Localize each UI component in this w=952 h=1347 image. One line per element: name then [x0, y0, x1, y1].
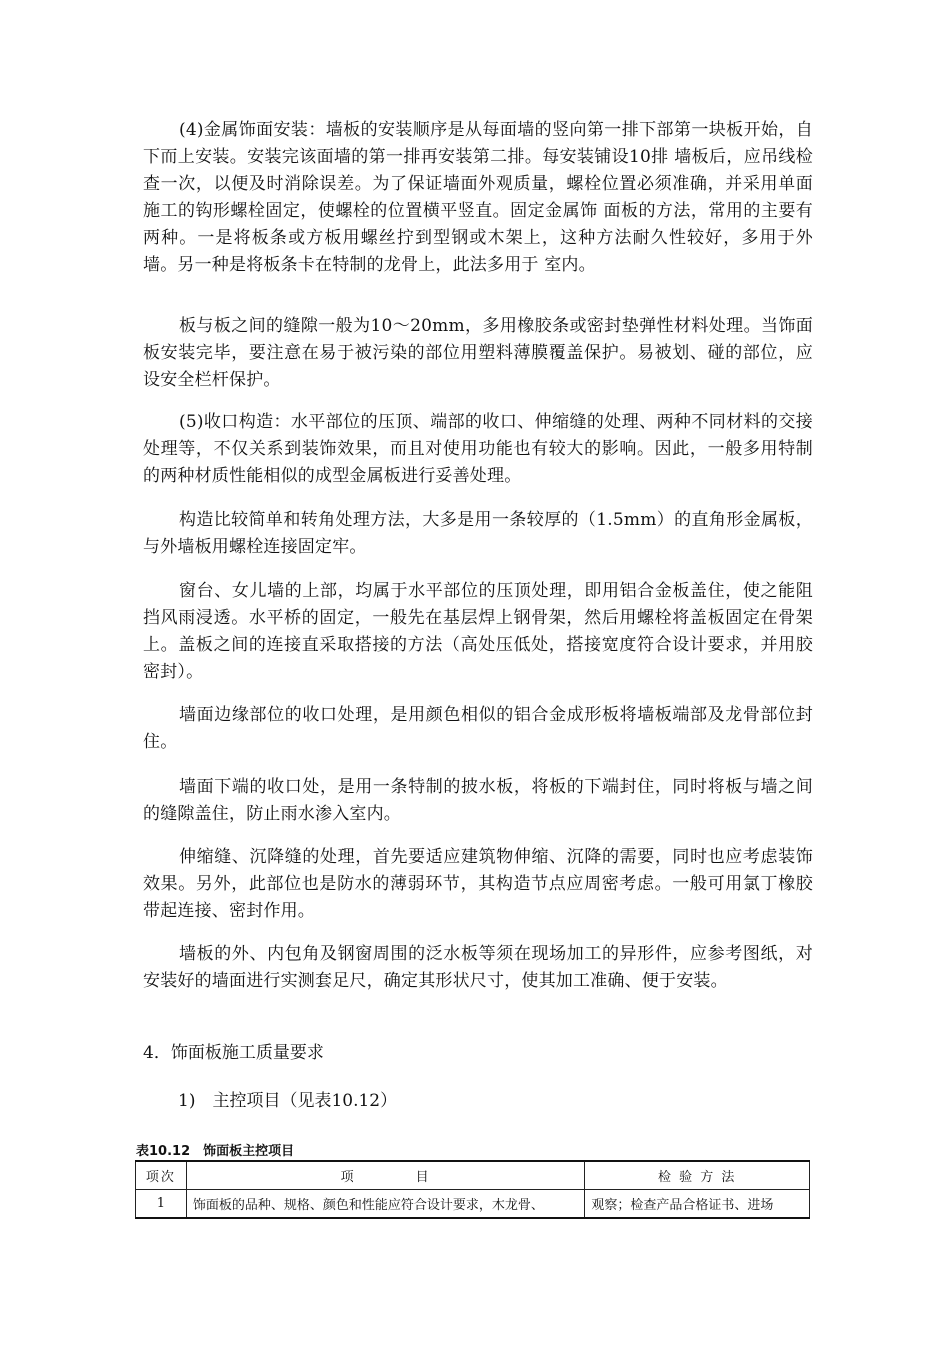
paragraph-corner-treatment: 构造比较简单和转角处理方法，大多是用一条较厚的（1.5mm）的直角形金属板，与外墙板用螺栓连接固定牢。: [143, 510, 813, 557]
paragraph-wall-edge: 墙面边缘部位的收口处理，是用颜色相似的铝合金成形板将墙板端部及龙骨部位封住。: [143, 705, 813, 752]
header-item: 项 目: [186, 1161, 585, 1190]
paragraph-special-shaped-parts: 墙板的外、内包角及钢窗周围的泛水板等须在现场加工的异形件，应参考图纸，对安装好的墙面进行实测套足尺，确定其形状尺寸，使其加工准确、便于安装。: [143, 944, 813, 991]
section-heading: 4．饰面板施工质量要求: [143, 1043, 324, 1063]
paragraph-wall-bottom: 墙面下端的收口处，是用一条特制的披水板，将板的下端封住，同时将板与墙之间的缝隙盖住，防止雨水渗入室内。: [143, 777, 813, 824]
main-control-items-table: [135, 1160, 810, 1219]
header-inspection-method: 检 验 方 法: [585, 1161, 810, 1190]
paragraph-panel-gaps: 板与板之间的缝隙一般为10～20mm，多用橡胶条或密封垫弹性材料处理。当饰面板安装完毕，要注意在易于被污染的部位用塑料薄膜覆盖保护。易被划、碰的部位，应设安全栏杆保护。: [143, 316, 813, 390]
paragraph-window-sill-parapet: 窗台、女儿墙的上部，均属于水平部位的压顶处理，即用铝合金板盖住，使之能阻挡风雨浸透。水平桥的固定，一般先在基层焊上钢骨架，然后用螺栓将盖板固定在骨架上。盖板之间的连接直采取搭接的方法（高处压低处，搭接宽度符合设计要求，并用胶密封）。: [143, 581, 813, 682]
header-item-number: 项次: [136, 1161, 187, 1190]
cell-item: 饰面板的品种、规格、颜色和性能应符合设计要求，木龙骨、: [186, 1190, 585, 1219]
table-header-row: [136, 1161, 810, 1190]
table-row: [136, 1190, 810, 1219]
paragraph-expansion-joints: 伸缩缝、沉降缝的处理，首先要适应建筑物伸缩、沉降的需要，同时也应考虑装饰效果。另外，此部位也是防水的薄弱环节，其构造节点应周密考虑。一般可用氯丁橡胶带起连接、密封作用。: [143, 847, 813, 921]
paragraph-closing-structure: (5)收口构造：水平部位的压顶、端部的收口、伸缩缝的处理、两种不同材料的交接处理等，不仅关系到装饰效果，而且对使用功能也有较大的影响。因此，一般多用特制的两种材质性能相似的成型金属板进行妥善处理。: [143, 412, 813, 486]
paragraph-metal-facing-installation: (4)金属饰面安装：墙板的安装顺序是从每面墙的竖向第一排下部第一块板开始，自下而上安装。安装完该面墙的第一排再安装第二排。每安装铺设10排 墙板后，应吊线检查一次，以便及时消除误差。为了保证墙面外观质量，螺栓位置必须准确，并采用单面施工的钩形螺栓固定，使螺栓的位置横平竖直。固定金属饰 面板的方法，常用的主要有两种。一是将板条或方板用螺丝拧到型钢或木架上，这种方法耐久性较好，多用于外墙。另一种是将板条卡在特制的龙骨上，此法多用于 室内。: [143, 120, 813, 275]
cell-item-number: 1: [136, 1190, 187, 1219]
subsection-heading: 1) 主控项目（见表10.12）: [178, 1091, 398, 1111]
table-caption: 表10.12 饰面板主控项目: [136, 1144, 295, 1159]
cell-inspection-method: 观察；检查产品合格证书、进场: [585, 1190, 810, 1219]
